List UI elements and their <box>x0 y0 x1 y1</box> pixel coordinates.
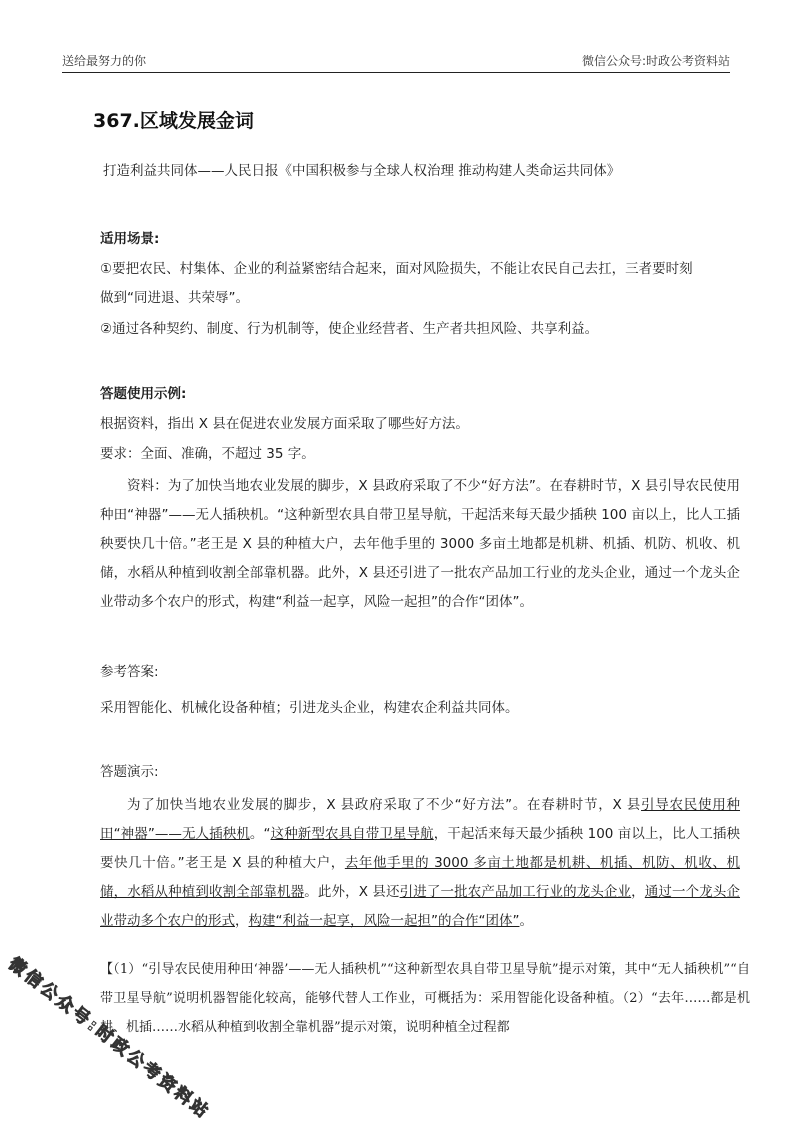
demo-underline: 引进了一批农产品加工行业的龙头企业 <box>399 884 632 900</box>
header-slogan: 送给最努力的你 <box>62 54 147 68</box>
scenario-item-1-cont: 做到“同进退、共荣辱”。 <box>100 290 249 306</box>
analysis-text: 【（1）“引导农民使用种田‘神器’——无人插秧机”“这种新型农具自带卫星导航”提示对策，其中“无人插秧机”“自带卫星导航”说明机器智能化较高，能够代替人工作业，可概括为：采用智能化设备种植。（2）“去年……都是机耕、机插……水稻从种植到收割全靠机器”提示对策，说明种植全过程都 <box>100 962 750 1035</box>
watermark-stamp: 微信公众号:时政公考资料站 <box>4 953 214 1124</box>
example-requirement: 要求：全面、准确，不超过 35 字。 <box>100 446 315 462</box>
page-header <box>62 50 730 73</box>
scenario-item-1: ①要把农民、村集体、企业的利益紧密结合起来，面对风险损失，不能让农民自己去扛，三者要时刻 <box>100 261 693 277</box>
demo-text <box>100 791 740 936</box>
demo-heading: 答题演示: <box>100 764 159 780</box>
scenarios-heading: 适用场景: <box>100 231 160 247</box>
demo-underline: 去年他手里的 3000 多亩土地都是机耕、机插、机防、机收、机储，水稻从种植到收割全部靠机器 <box>100 855 740 900</box>
material-text: 资料：为了加快当地农业发展的脚步，X 县政府采取了不少“好方法”。在春耕时节，X 县引导农民使用种田“神器”——无人插秧机。“这种新型农具自带卫星导航，干起活来每天最少插秧 100 亩以上，比人工插秧要快几十倍。”老王是 X 县的种植大户，去年他手里的 3000 多亩土地都是机耕、机插、机防、机收、机储，水稻从种植到收割全部靠机器。此外，X 县还引进了一批农产品加工行业的龙头企业，通过一个龙头企业带动多个农户的形式，构建“利益一起享，风险一起担”的合作“团体”。 <box>100 478 740 610</box>
example-question: 根据资料，指出 X 县在促进农业发展方面采取了哪些好方法。 <box>100 416 469 432</box>
answer-heading: 参考答案: <box>100 664 159 680</box>
demo-segment: 。 <box>519 913 533 929</box>
demo-segment: 为了加快当地农业发展的脚步，X 县政府采取了不少“好方法”。在春耕时节，X 县 <box>127 797 642 813</box>
demo-underline: 引导农民使用种田“神器”——无人插秧机 <box>100 797 741 842</box>
page-title: 367.区域发展金词 <box>93 110 254 132</box>
demo-segment: 。“ <box>249 826 271 842</box>
demo-underline: 构建“利益一起享，风险一起担”的合作“团体” <box>248 913 520 929</box>
answer-text: 采用智能化、机械化设备种植；引进龙头企业，构建农企利益共同体。 <box>100 700 519 716</box>
demo-underline: 通过一个龙头企业带动多个农户的形式 <box>100 884 741 929</box>
header-wechat-account: 微信公众号:时政公考资料站 <box>581 54 730 68</box>
demo-segment: ，干起活来每天最少插秧 100 亩以上，比人工插秧要快几十倍。”老王是 X 县的种植大户， <box>100 826 741 871</box>
scenario-item-2: ②通过各种契约、制度、行为机制等，使企业经营者、生产者共担风险、共享利益。 <box>100 321 599 337</box>
example-heading: 答题使用示例: <box>100 386 187 402</box>
demo-segment: 。此外，X 县还 <box>304 884 400 900</box>
demo-segment: ， <box>631 884 645 900</box>
subtitle-line: 打造利益共同体——人民日报《中国积极参与全球人权治理 推动构建人类命运共同体》 <box>103 163 621 179</box>
demo-segment: ， <box>235 913 249 929</box>
example-material <box>100 472 740 617</box>
demo-underline: 这种新型农具自带卫星导航 <box>270 826 434 842</box>
demo-passage <box>100 791 740 936</box>
